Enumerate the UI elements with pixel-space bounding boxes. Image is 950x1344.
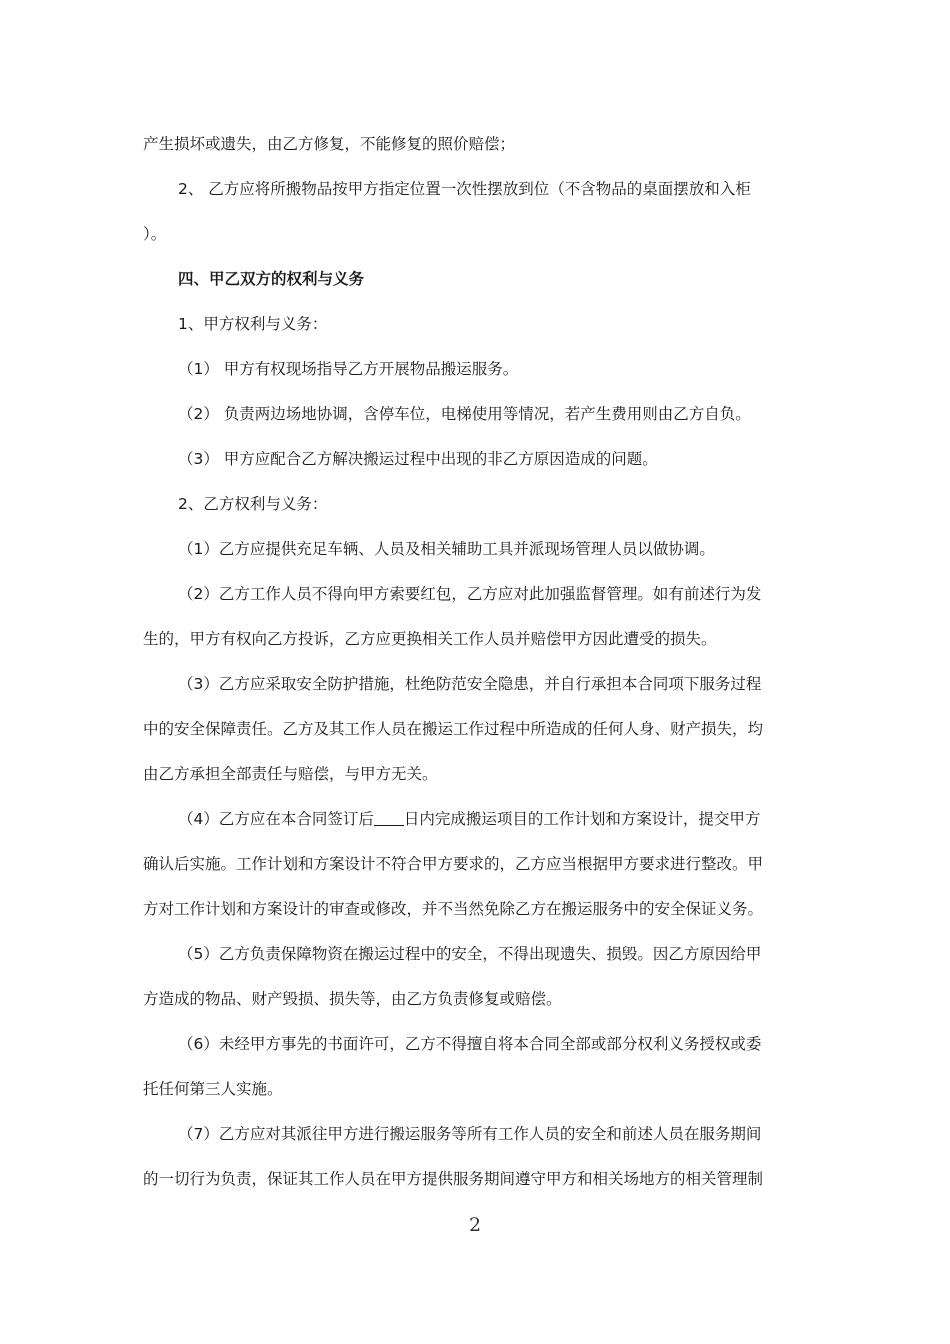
paragraph-line: ）。 xyxy=(143,225,167,243)
paragraph-line: 确认后实施。工作计划和方案设计不符合甲方要求的，乙方应当根据甲方要求进行整改。甲 xyxy=(143,855,764,873)
line-text: 日内完成搬运项目的工作计划和方案设计，提交甲方 xyxy=(403,810,761,828)
paragraph-line: （3） 甲方应配合乙方解决搬运过程中出现的非乙方原因造成的问题。 xyxy=(178,450,658,468)
paragraph-line: （3）乙方应采取安全防护措施，杜绝防范安全隐患，并自行承担本合同项下服务过程 xyxy=(178,675,762,693)
paragraph-line: （5）乙方负责保障物资在搬运过程中的安全，不得出现遗失、损毁。因乙方原因给甲 xyxy=(178,945,762,963)
section-heading: 四、甲乙双方的权利与义务 xyxy=(178,270,365,288)
paragraph-line: （2） 负责两边场地协调，含停车位，电梯使用等情况，若产生费用则由乙方自负。 xyxy=(178,405,751,423)
page-number: 2 xyxy=(468,1214,482,1236)
paragraph-line: 方造成的物品、财产毁损、损失等，由乙方负责修复或赔偿。 xyxy=(143,990,562,1008)
paragraph-line: （1） 甲方有权现场指导乙方开展物品搬运服务。 xyxy=(178,360,519,378)
paragraph-line: 方对工作计划和方案设计的审查或修改，并不当然免除乙方在搬运服务中的安全保证义务。 xyxy=(143,900,764,918)
paragraph-line: 由乙方承担全部责任与赔偿，与甲方无关。 xyxy=(143,765,438,783)
line-text: （4）乙方应在本合同签订后 xyxy=(178,810,374,828)
paragraph-line: 生的，甲方有权向乙方投诉，乙方应更换相关工作人员并赔偿甲方因此遭受的损失。 xyxy=(143,630,717,648)
paragraph-line xyxy=(143,797,813,842)
blank-underline xyxy=(374,811,404,826)
paragraph-line: （2）乙方工作人员不得向甲方索要红包，乙方应对此加强监督管理。如有前述行为发 xyxy=(178,585,762,603)
subsection-heading: 2、乙方权利与义务： xyxy=(178,495,328,513)
paragraph-line: （7）乙方应对其派往甲方进行搬运服务等所有工作人员的安全和前述人员在服务期间 xyxy=(178,1125,762,1143)
paragraph-line: 的一切行为负责，保证其工作人员在甲方提供服务期间遵守甲方和相关场地方的相关管理制 xyxy=(143,1170,764,1188)
document-body xyxy=(143,122,813,1202)
paragraph-line: 中的安全保障责任。乙方及其工作人员在搬运工作过程中所造成的任何人身、财产损失，均 xyxy=(143,720,764,738)
paragraph-line: （6）未经甲方事先的书面许可，乙方不得擅自将本合同全部或部分权利义务授权或委 xyxy=(178,1035,762,1053)
paragraph-line: 产生损坏或遗失，由乙方修复，不能修复的照价赔偿； xyxy=(143,135,516,153)
paragraph-line: 2、 乙方应将所搬物品按甲方指定位置一次性摆放到位（不含物品的桌面摆放和入柜 xyxy=(178,180,751,198)
paragraph-line: 托任何第三人实施。 xyxy=(143,1080,283,1098)
subsection-heading: 1、甲方权利与义务： xyxy=(178,315,328,333)
paragraph-line: （1）乙方应提供充足车辆、人员及相关辅助工具并派现场管理人员以做协调。 xyxy=(178,540,715,558)
